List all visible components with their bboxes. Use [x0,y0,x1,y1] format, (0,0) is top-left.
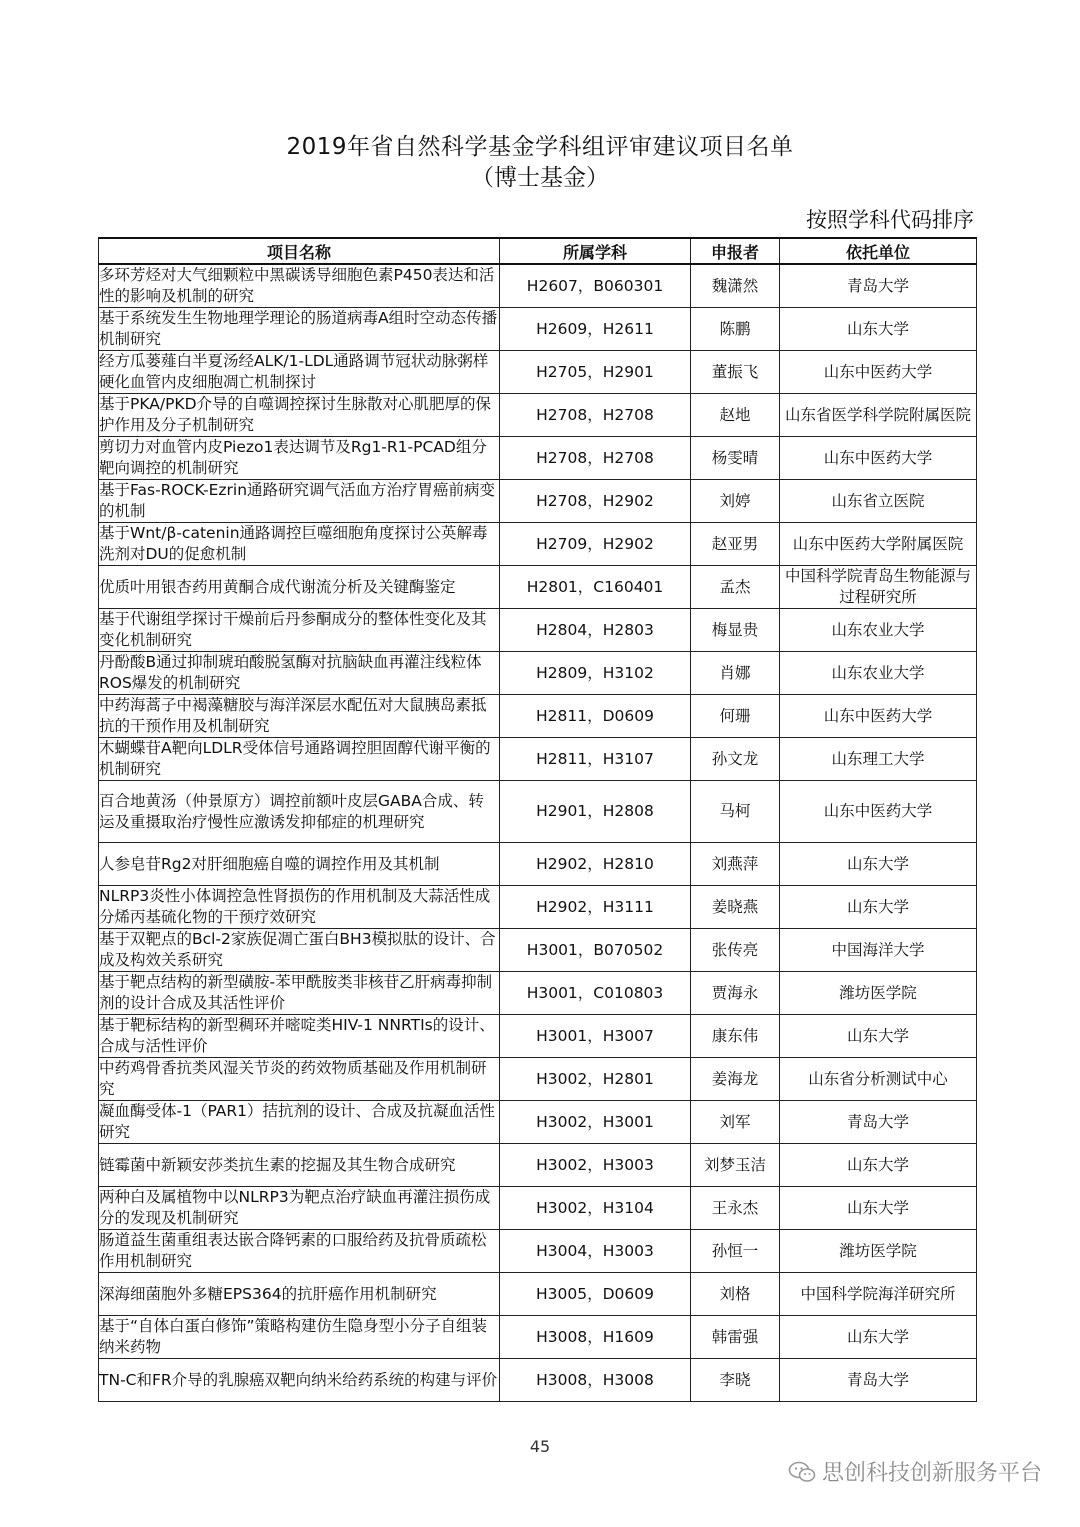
project-name-cell: 木蝴蝶苷A靶向LDLR受体信号通路调控胆固醇代谢平衡的机制研究 [99,738,500,781]
organization-cell: 中国科学院海洋研究所 [780,1273,977,1316]
table-row [99,929,977,972]
applicant-cell: 孙恒一 [691,1230,780,1273]
applicant-cell: 陈鹏 [691,308,780,351]
table-row [99,1015,977,1058]
organization-cell: 山东大学 [780,886,977,929]
subject-code-cell: H3002，H3104 [500,1187,691,1230]
project-name-cell: 中药鸡骨香抗类风湿关节炎的药效物质基础及作用机制研究 [99,1058,500,1101]
project-name-cell: 基于双靶点的Bcl-2家族促凋亡蛋白BH3模拟肽的设计、合成及构效关系研究 [99,929,500,972]
project-name-cell: 基于PKA/PKD介导的自噬调控探讨生脉散对心肌肥厚的保护作用及分子机制研究 [99,394,500,437]
applicant-cell: 刘梦玉洁 [691,1144,780,1187]
project-name-cell: 基于Wnt/β-catenin通路调控巨噬细胞角度探讨公英解毒洗剂对DU的促愈机制 [99,523,500,566]
organization-cell: 山东省医学科学院附属医院 [780,394,977,437]
project-name-cell: NLRP3炎性小体调控急性肾损伤的作用机制及大蒜活性成分烯丙基硫化物的干预疗效研究 [99,886,500,929]
project-name-cell: 两种白及属植物中以NLRP3为靶点治疗缺血再灌注损伤成分的发现及机制研究 [99,1187,500,1230]
subject-code-cell: H2811，D0609 [500,695,691,738]
subject-code-cell: H3008，H3008 [500,1359,691,1402]
applicant-cell: 赵亚男 [691,523,780,566]
sort-note: 按照学科代码排序 [806,208,974,232]
table-row [99,264,977,308]
wechat-icon [788,1460,816,1484]
subject-code-cell: H2901，H2808 [500,781,691,843]
organization-cell: 山东大学 [780,1187,977,1230]
table-row [99,523,977,566]
organization-cell: 山东农业大学 [780,652,977,695]
project-name-cell: TN-C和FR介导的乳腺癌双靶向纳米给药系统的构建与评价 [99,1359,500,1402]
organization-cell: 中国海洋大学 [780,929,977,972]
project-name-cell: 丹酚酸B通过抑制琥珀酸脱氢酶对抗脑缺血再灌注线粒体ROS爆发的机制研究 [99,652,500,695]
organization-cell: 山东中医药大学 [780,781,977,843]
table-row [99,1273,977,1316]
applicant-cell: 肖娜 [691,652,780,695]
table-row [99,738,977,781]
project-name-cell: 人参皂苷Rg2对肝细胞癌自噬的调控作用及其机制 [99,843,500,886]
column-header-name: 项目名称 [99,238,500,264]
watermark [788,1456,1042,1487]
table-row [99,972,977,1015]
project-name-cell: 优质叶用银杏药用黄酮合成代谢流分析及关键酶鉴定 [99,566,500,609]
applicant-cell: 姜晓燕 [691,886,780,929]
subject-code-cell: H3005，D0609 [500,1273,691,1316]
table-row [99,1187,977,1230]
applicant-cell: 魏潇然 [691,264,780,308]
project-name-cell: 凝血酶受体-1（PAR1）拮抗剂的设计、合成及抗凝血活性研究 [99,1101,500,1144]
applicant-cell: 王永杰 [691,1187,780,1230]
subject-code-cell: H2607，B060301 [500,264,691,308]
organization-cell: 青岛大学 [780,1359,977,1402]
project-name-cell: 百合地黄汤（仲景原方）调控前额叶皮层GABA合成、转运及重摄取治疗慢性应激诱发抑郁症的机理研究 [99,781,500,843]
project-name-cell: 链霉菌中新颖安莎类抗生素的挖掘及其生物合成研究 [99,1144,500,1187]
page-subtitle: （博士基金） [471,165,609,191]
table-row [99,308,977,351]
applicant-cell: 刘燕萍 [691,843,780,886]
applicant-cell: 姜海龙 [691,1058,780,1101]
table-row [99,609,977,652]
project-name-cell: 基于系统发生生物地理学理论的肠道病毒A组时空动态传播机制研究 [99,308,500,351]
applicant-cell: 刘婷 [691,480,780,523]
table-row [99,695,977,738]
project-name-cell: 基于靶标结构的新型稠环并嘧啶类HIV-1 NNRTIs的设计、合成与活性评价 [99,1015,500,1058]
applicant-cell: 贾海永 [691,972,780,1015]
applicant-cell: 孙文龙 [691,738,780,781]
project-name-cell: 剪切力对血管内皮Piezo1表达调节及Rg1-R1-PCAD组分靶向调控的机制研究 [99,437,500,480]
applicant-cell: 刘格 [691,1273,780,1316]
table-row [99,886,977,929]
table-row [99,394,977,437]
organization-cell: 山东大学 [780,1144,977,1187]
subject-code-cell: H2801，C160401 [500,566,691,609]
subject-code-cell: H3002，H2801 [500,1058,691,1101]
applicant-cell: 张传亮 [691,929,780,972]
table-header-row [99,238,977,264]
project-name-cell: 肠道益生菌重组表达嵌合降钙素的口服给药及抗骨质疏松作用机制研究 [99,1230,500,1273]
organization-cell: 山东中医药大学 [780,351,977,394]
organization-cell: 山东大学 [780,843,977,886]
subject-code-cell: H3008，H1609 [500,1316,691,1359]
table-body [99,264,977,1402]
table-row [99,1058,977,1101]
table-row [99,781,977,843]
organization-cell: 山东农业大学 [780,609,977,652]
organization-cell: 山东大学 [780,308,977,351]
subject-code-cell: H3001，B070502 [500,929,691,972]
project-name-cell: 基于靶点结构的新型磺胺-苯甲酰胺类非核苷乙肝病毒抑制剂的设计合成及其活性评价 [99,972,500,1015]
organization-cell: 山东中医药大学 [780,695,977,738]
table-row [99,1316,977,1359]
applicant-cell: 梅显贵 [691,609,780,652]
applicant-cell: 李晓 [691,1359,780,1402]
column-header-applicant: 申报者 [691,238,780,264]
table-row [99,843,977,886]
subject-code-cell: H2708，H2708 [500,394,691,437]
organization-cell: 潍坊医学院 [780,972,977,1015]
organization-cell: 山东大学 [780,1015,977,1058]
organization-cell: 山东大学 [780,1316,977,1359]
project-name-cell: 经方瓜蒌薤白半夏汤经ALK/1-LDL通路调节冠状动脉粥样硬化血管内皮细胞凋亡机制探讨 [99,351,500,394]
applicant-cell: 刘军 [691,1101,780,1144]
applicant-cell: 何珊 [691,695,780,738]
applicant-cell: 韩雷强 [691,1316,780,1359]
organization-cell: 山东中医药大学 [780,437,977,480]
subject-code-cell: H2705，H2901 [500,351,691,394]
project-name-cell: 中药海蒿子中褐藻糖胶与海洋深层水配伍对大鼠胰岛素抵抗的干预作用及机制研究 [99,695,500,738]
table-row [99,351,977,394]
table-row [99,437,977,480]
project-name-cell: 基于“自体白蛋白修饰”策略构建仿生隐身型小分子自组装纳米药物 [99,1316,500,1359]
organization-cell: 中国科学院青岛生物能源与过程研究所 [780,566,977,609]
applicant-cell: 马柯 [691,781,780,843]
subject-code-cell: H3001，H3007 [500,1015,691,1058]
subject-code-cell: H2804，H2803 [500,609,691,652]
column-header-subject: 所属学科 [500,238,691,264]
organization-cell: 青岛大学 [780,264,977,308]
applicant-cell: 康东伟 [691,1015,780,1058]
project-name-cell: 基于代谢组学探讨干燥前后丹参酮成分的整体性变化及其变化机制研究 [99,609,500,652]
organization-cell: 山东省分析测试中心 [780,1058,977,1101]
table-row [99,652,977,695]
subject-code-cell: H3002，H3001 [500,1101,691,1144]
table-row [99,1230,977,1273]
subject-code-cell: H2709，H2902 [500,523,691,566]
subject-code-cell: H2708，H2902 [500,480,691,523]
organization-cell: 青岛大学 [780,1101,977,1144]
subject-code-cell: H2902，H3111 [500,886,691,929]
table-row [99,1101,977,1144]
project-table [98,237,977,1402]
subject-code-cell: H2811，H3107 [500,738,691,781]
applicant-cell: 杨雯晴 [691,437,780,480]
table-row [99,566,977,609]
organization-cell: 山东省立医院 [780,480,977,523]
subject-code-cell: H2902，H2810 [500,843,691,886]
table-row [99,1359,977,1402]
table-row [99,480,977,523]
subject-code-cell: H2708，H2708 [500,437,691,480]
subject-code-cell: H3001，C010803 [500,972,691,1015]
applicant-cell: 赵地 [691,394,780,437]
subject-code-cell: H3002，H3003 [500,1144,691,1187]
organization-cell: 山东理工大学 [780,738,977,781]
project-name-cell: 基于Fas-ROCK-Ezrin通路研究调气活血方治疗胃癌前病变的机制 [99,480,500,523]
page-title: 2019年省自然科学基金学科组评审建议项目名单 [286,134,794,160]
organization-cell: 山东中医药大学附属医院 [780,523,977,566]
watermark-text: 思创科技创新服务平台 [821,1461,1042,1486]
applicant-cell: 孟杰 [691,566,780,609]
applicant-cell: 董振飞 [691,351,780,394]
project-name-cell: 深海细菌胞外多糖EPS364的抗肝癌作用机制研究 [99,1273,500,1316]
project-name-cell: 多环芳烃对大气细颗粒中黑碳诱导细胞色素P450表达和活性的影响及机制的研究 [99,264,500,308]
table-row [99,1144,977,1187]
organization-cell: 潍坊医学院 [780,1230,977,1273]
subject-code-cell: H3004，H3003 [500,1230,691,1273]
subject-code-cell: H2609，H2611 [500,308,691,351]
subject-code-cell: H2809，H3102 [500,652,691,695]
column-header-org: 依托单位 [780,238,977,264]
page-number: 45 [529,1437,551,1456]
